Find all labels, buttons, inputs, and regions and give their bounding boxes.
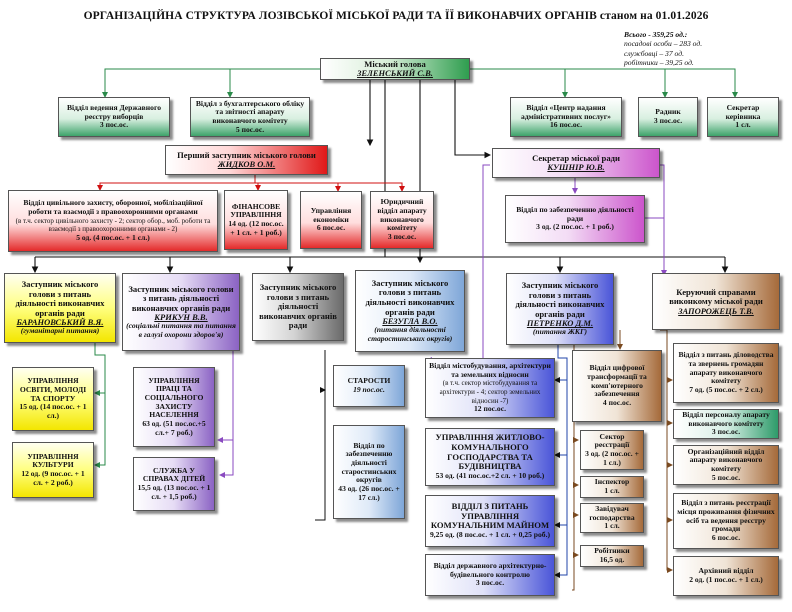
deputy-title: Заступник міського голови з питань діяльності виконавчих органів ради xyxy=(15,279,105,318)
page-title: ОРГАНІЗАЦІЙНА СТРУКТУРА ЛОЗІВСЬКОЇ МІСЬКОЇ РАДИ ТА ЇЇ ВИКОНАВЧИХ ОРГАНІВ станом на 01.01.2026 xyxy=(83,10,709,22)
digital-transformation-unit[interactable] xyxy=(572,350,662,422)
unit-name: Відділ державного архітектурно-будівельного контролю xyxy=(433,560,547,579)
unit-count: 15,5 од. (13 пос.ос. + 1 сл. + 1,5 роб.) xyxy=(137,483,211,501)
unit-count: 1 сл. xyxy=(735,120,751,130)
unit-count: 2 од. (1 пос.ос. + 1 сл.) xyxy=(689,575,763,584)
unit-note: (в т.ч. сектор цивільного захисту - 2; сектор обор., моб. роботи та взаємодії з правоохоронними органами - 2) xyxy=(15,216,211,234)
deputy-title: Заступник міського голови з питань діяльності виконавчих органів ради xyxy=(365,277,455,317)
deputy-area: (питання діяльності старостинських округів) xyxy=(367,324,453,343)
registration-sector[interactable] xyxy=(580,430,644,470)
deputy-housing-box[interactable] xyxy=(506,273,614,345)
deputy-name: ПЕТРЕНКО Д.М. xyxy=(526,318,594,329)
unit-count: 16 пос.ос. xyxy=(550,120,582,130)
deputy-name: БАРАНОВСЬКИЙ В.Я. xyxy=(16,317,104,328)
unit-name: Робітники xyxy=(594,546,630,556)
unit-name: Інспектор xyxy=(594,477,630,487)
construction-control-unit[interactable] xyxy=(425,554,555,596)
legal-unit[interactable] xyxy=(370,191,434,249)
culture-department[interactable] xyxy=(12,442,94,498)
unit-count: 12 од. (9 пос.ос. + 1 сл. + 2 роб.) xyxy=(21,469,85,487)
mayor-title: Міський голова xyxy=(364,58,426,69)
voter-registry-unit[interactable] xyxy=(58,97,170,137)
unit-name: СЛУЖБА У СПРАВАХ ДІТЕЙ xyxy=(142,465,206,484)
unit-count: 3 пос.ос. xyxy=(387,232,417,242)
unit-name: Відділ з питань реєстрації місця проживання фізичних осіб та ведення реєстру громади xyxy=(677,498,775,534)
deputy-area: (соціальні питання та питання в галузі охорони здоров'я) xyxy=(126,321,236,339)
unit-count: 1 сл. xyxy=(604,486,620,495)
unit-count: 1 сл. xyxy=(604,521,620,531)
unit-name: Відділ персоналу апарату виконавчого комітету xyxy=(682,409,770,428)
household-manager-unit[interactable] xyxy=(580,503,644,533)
deputy-name: ЗАПОРОЖЕЦЬ Т.В. xyxy=(678,305,754,316)
unit-name: УПРАВЛІННЯ ОСВІТИ, МОЛОДІ ТА СПОРТУ xyxy=(19,376,87,403)
unit-name: Відділ «Центр надання адміністративних послуг» xyxy=(521,102,611,121)
unit-count: 3 од. (2 пос.ос. + 1 роб.) xyxy=(536,222,614,232)
unit-name: Організаційний відділ апарату виконавчого комітету xyxy=(687,446,765,473)
deputy-title: Заступник міського голови з питань діяльності виконавчих органів ради xyxy=(515,280,605,319)
unit-count: 3 пос.ос. xyxy=(475,578,505,588)
unit-count: 15 од. (14 пос.ос. + 1 сл.) xyxy=(19,402,87,421)
finance-unit[interactable] xyxy=(224,190,288,250)
unit-count: 3 пос.ос. xyxy=(711,427,741,437)
records-appeals-unit[interactable] xyxy=(673,343,779,403)
unit-count: 9,25 од. (8 пос.ос. + 1 сл. + 0,25 роб.) xyxy=(429,530,551,540)
deputy-starosty-box[interactable] xyxy=(355,270,465,352)
children-service[interactable] xyxy=(133,457,215,511)
unit-name: Відділ по забезпеченню діяльності ради xyxy=(516,204,634,223)
unit-name: Відділ ведення Державного реєстру виборців xyxy=(66,102,161,121)
unit-name: ВІДДІЛ З ПИТАНЬ УПРАВЛІННЯ КОМУНАЛЬНИМ МАЙНОМ xyxy=(430,501,550,531)
unit-count: 53 од. (41 пос.ос.+2 сл. + 10 роб.) xyxy=(435,470,545,480)
unit-count: 6 пос.ос. xyxy=(711,533,741,543)
unit-name: СТАРОСТИ xyxy=(347,376,391,386)
unit-count: 6 пос.ос. xyxy=(316,223,346,233)
starosty-support-unit[interactable] xyxy=(333,425,405,519)
mayor-name: ЗЕЛЕНСЬКИЙ С.В. xyxy=(357,68,433,79)
unit-name: Архівний відділ xyxy=(698,566,754,576)
deputy-area: (питання ЖКГ) xyxy=(532,327,588,337)
summary-total: Всього - 359,25 од.: xyxy=(624,30,688,39)
deputy-area: (гуманітарні питання) xyxy=(20,326,100,336)
advisor-unit[interactable] xyxy=(638,97,698,137)
unit-name: Відділ з бухгалтерського обліку та звітності апарату виконавчого комітету xyxy=(195,98,305,125)
summary-workers: робітники – 39,25 од. xyxy=(624,57,694,67)
unit-count: 16,5 од. xyxy=(599,555,625,564)
unit-count: 12 пос.ос. xyxy=(474,404,506,414)
unit-count: 3 од. (2 пос.ос. + 1 сл.) xyxy=(585,449,639,467)
unit-name: Відділ містобудування, архітектури та земельних відносин xyxy=(429,360,551,379)
unit-name: Секретар керівника xyxy=(725,102,761,121)
urban-planning-unit[interactable] xyxy=(425,358,555,418)
unit-name: УПРАВЛІННЯ КУЛЬТУРИ xyxy=(27,451,79,470)
inspector-unit[interactable] xyxy=(580,476,644,498)
deputy-social-box[interactable] xyxy=(122,273,240,351)
deputy-title: Заступник міського голови з питань діяльності виконавчих органів ради xyxy=(259,282,337,331)
labor-social-department[interactable] xyxy=(133,367,215,447)
municipal-property-unit[interactable] xyxy=(425,495,555,547)
unit-count: 3 пос.ос. xyxy=(653,116,683,125)
education-department[interactable] xyxy=(12,367,94,431)
unit-name: Відділ цивільного захисту, оборонної, мобілізаційної роботи та взаємодії з правоохоронними органами xyxy=(23,198,203,216)
unit-count: 5 од. (4 пос.ос. + 1 сл.) xyxy=(76,233,150,243)
deputy-title: Керуючий справами виконкому міської ради xyxy=(669,286,763,307)
unit-name: УПРАВЛІННЯ ЖИТЛОВО-КОМУНАЛЬНОГО ГОСПОДАРСТВА ТА БУДІВНИЦТВА xyxy=(435,432,545,472)
organizational-unit[interactable] xyxy=(673,445,779,485)
unit-count: 14 од. (12 пос.ос. + 1 сл. + 1 роб.) xyxy=(228,219,284,237)
unit-name: Радник xyxy=(655,107,681,117)
unit-note: (в т.ч. сектор містобудування та архітектури - 4; сектор земельних відносин -7) xyxy=(439,379,541,405)
deputy-name: КРИКУН В.В. xyxy=(154,312,208,323)
deputy-title: Заступник міського голови з питань діяльності виконавчих органів ради xyxy=(128,283,234,313)
archive-unit[interactable] xyxy=(673,556,779,596)
unit-name: Відділ цифрової трансформації та комп'ютерного забезпечення xyxy=(587,363,647,399)
personnel-unit[interactable] xyxy=(673,409,779,439)
deputy-humanitarian-box[interactable] xyxy=(4,273,116,343)
unit-name: УПРАВЛІННЯ ПРАЦІ ТА СОЦІАЛЬНОГО ЗАХИСТУ НАСЕЛЕННЯ xyxy=(144,375,204,420)
unit-count: 7 од. (5 пос.ос. + 2 сл.) xyxy=(689,385,763,395)
unit-name: ФІНАНСОВЕ УПРАВЛІННЯ xyxy=(230,201,282,220)
unit-count: 5 пос.ос. xyxy=(235,124,265,134)
unit-name: Відділ по забезпеченню діяльності старостинських округів xyxy=(341,440,397,485)
residence-registration-unit[interactable] xyxy=(673,493,779,549)
summary-officials: посадові особи – 283 од. xyxy=(624,39,703,49)
admin-services-center-unit[interactable] xyxy=(510,97,622,137)
unit-name: Юридичний відділ апарату виконавчого комітету xyxy=(377,197,427,233)
unit-count: 63 од. (51 пос.ос.+5 сл.+ 7 роб.) xyxy=(142,419,206,437)
unit-count: 4 пос.ос. xyxy=(602,398,632,408)
unit-count: 5 пос.ос. xyxy=(711,472,741,482)
unit-count: 43 од. (26 пос.ос. + 17 сл.) xyxy=(338,484,400,502)
secretary-name: КУШНІР Ю.В. xyxy=(547,162,605,173)
first-deputy-title: Перший заступник міського голови xyxy=(177,149,316,160)
unit-name: Сектор реєстрації xyxy=(594,431,630,450)
first-deputy-box[interactable] xyxy=(165,145,328,175)
accounting-unit[interactable] xyxy=(190,97,310,137)
head-secretary-unit[interactable] xyxy=(707,97,779,137)
workers-unit[interactable] xyxy=(580,545,644,567)
housing-utilities-department[interactable] xyxy=(425,428,555,486)
unit-name: Відділ з питань діловодства та звернень громадян апарату виконавчого комітету xyxy=(678,350,774,386)
summary-staff: службовці – 37 од. xyxy=(624,48,684,58)
council-support-unit[interactable] xyxy=(505,195,645,243)
first-deputy-name: ЖИДКОВ О.М. xyxy=(217,159,276,170)
secretary-title: Секретар міської ради xyxy=(532,152,620,163)
starosty-unit[interactable] xyxy=(333,365,405,407)
unit-name: Управління економіки xyxy=(310,205,352,224)
mayor-box[interactable] xyxy=(320,58,470,80)
chief-of-affairs-box[interactable] xyxy=(652,273,780,330)
unit-name: Завідувач господарства xyxy=(589,503,635,522)
deputy-vacant-box[interactable] xyxy=(252,273,344,341)
deputy-name: БЕЗУГЛА В.О. xyxy=(382,316,438,327)
unit-count: 19 пос.ос. xyxy=(353,385,385,394)
secretary-box[interactable] xyxy=(492,148,660,178)
civil-defense-unit[interactable] xyxy=(8,190,218,252)
unit-count: 3 пос.ос. xyxy=(99,120,129,130)
economy-unit[interactable] xyxy=(300,191,362,249)
